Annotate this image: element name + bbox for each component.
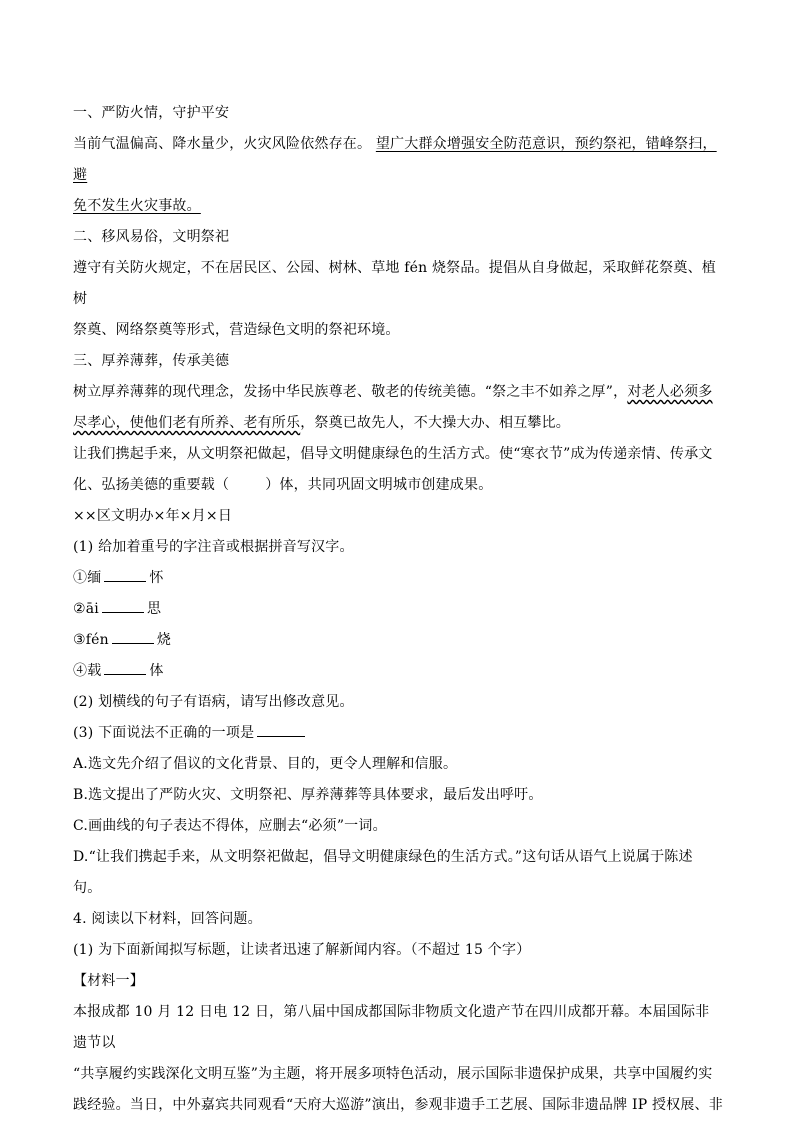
closing-text-a: 化、弘扬美德的重要载（ — [73, 477, 230, 493]
question-1-item-1 — [73, 563, 723, 594]
question-3-option-c: C.画曲线的句子表达不得体，应删去“必须”一词。 — [73, 818, 387, 834]
question-3-option-a: A.选文先介绍了倡议的文化背景、目的，更令人理解和信服。 — [73, 756, 458, 772]
item-prefix: ③fén — [73, 632, 109, 648]
question-3-prompt-line — [73, 718, 723, 749]
closing-text-b: ）体，共同巩固文明城市创建成果。 — [265, 477, 493, 493]
material-line-3: 践经验。当日，中外嘉宾共同观看“天府大巡游”演出，参观非遗手工艺展、国际非遗品牌 IP 授权展、非 — [73, 1097, 723, 1113]
material-line-1: 本报成都 10 月 12 日电 12 日，第八届中国成都国际非物质文化遗产节在四川成都开幕。本届国际非遗节以 — [73, 1004, 710, 1051]
question-2-prompt: (2) 划横线的句子有语病，请写出修改意见。 — [73, 694, 354, 710]
section-3-line-2 — [73, 408, 723, 439]
material-line-2: “共享履约实践深化文明互鉴”为主题，将开展多项特色活动，展示国际非遗保护成果，共享中国履约实 — [73, 1066, 713, 1082]
question-3-prompt: (3) 下面说法不正确的一项是 — [73, 725, 255, 741]
part-4-question-1-prompt: (1) 为下面新闻拟写标题，让读者迅速了解新闻内容。（不超过 15 个字） — [73, 942, 531, 958]
section-2-line-1: 遵守有关防火规定，不在居民区、公园、树林、草地 fén 烧祭品。提倡从自身做起，采取鲜花祭奠、植树 — [73, 260, 716, 307]
section-2-heading: 二、移风易俗，文明祭祀 — [73, 229, 230, 245]
closing-line-1: 让我们携起手来，从文明祭祀做起，倡导文明健康绿色的生活方式。使“寒衣节”成为传递亲情、传承文 — [73, 446, 713, 462]
question-3-option-d-line-1: D.“让我们携起手来，从文明祭祀做起，倡导文明健康绿色的生活方式。”这句话从语气上说属于陈述 — [73, 849, 693, 865]
item-prefix: ④载 — [73, 663, 102, 679]
closing-line-2 — [73, 470, 723, 501]
section-1-text: 当前气温偏高、降水量少，火灾风险依然存在。 — [73, 136, 372, 152]
section-1-paragraph-cont — [73, 191, 723, 222]
answer-blank[interactable] — [102, 598, 144, 613]
signature: ××区文明办×年×月×日 — [73, 508, 233, 524]
document-body — [73, 98, 723, 1121]
item-prefix: ①缅 — [73, 570, 102, 586]
question-3-option-b: B.选文提出了严防火灾、文明祭祀、厚养薄葬等具体要求，最后发出呼吁。 — [73, 787, 543, 803]
item-suffix: 怀 — [149, 570, 164, 586]
item-suffix: 烧 — [156, 632, 172, 648]
item-suffix: 思 — [146, 601, 162, 617]
material-label: 【材料一】 — [73, 973, 144, 989]
answer-blank[interactable] — [104, 567, 146, 582]
wavy-sentence-part-1: 对老人必须多 — [627, 384, 713, 400]
underlined-sentence-part-1: 望广大群众增强安全防范意识，预约祭祀，错峰祭扫，避 — [73, 136, 717, 183]
section-3-text: 树立厚养薄葬的现代理念，发扬中华民族尊老、敬老的传统美德。“祭之丰不如养之厚”， — [73, 384, 628, 400]
question-3-option-d-line-2: 句。 — [73, 880, 102, 896]
question-1-item-2 — [73, 594, 723, 625]
answer-blank[interactable] — [112, 629, 154, 644]
question-1-prompt: (1) 给加着重号的字注音或根据拼音写汉字。 — [73, 539, 354, 555]
underlined-sentence-part-2: 免不发生火灾事故。 — [73, 198, 201, 214]
section-3-text-end: ，祭奠已故先人，不大操大办、相互攀比。 — [300, 415, 571, 431]
section-1-heading: 一、严防火情，守护平安 — [73, 105, 230, 121]
answer-blank[interactable] — [104, 660, 146, 675]
question-1-item-4 — [73, 656, 723, 687]
question-1-item-3 — [73, 625, 723, 656]
answer-blank[interactable] — [257, 722, 305, 737]
section-2-line-2: 祭奠、网络祭奠等形式，营造绿色文明的祭祀环境。 — [73, 322, 400, 338]
part-4-heading: 4. 阅读以下材料，回答问题。 — [73, 911, 262, 927]
item-prefix: ②āi — [73, 601, 99, 617]
wavy-sentence-part-2: 尽孝心，使他们老有所养、老有所乐 — [73, 415, 301, 431]
item-suffix: 体 — [149, 663, 164, 679]
section-1-paragraph — [73, 129, 723, 191]
section-3-line-1 — [73, 377, 723, 408]
section-3-heading: 三、厚养薄葬，传承美德 — [73, 353, 230, 369]
